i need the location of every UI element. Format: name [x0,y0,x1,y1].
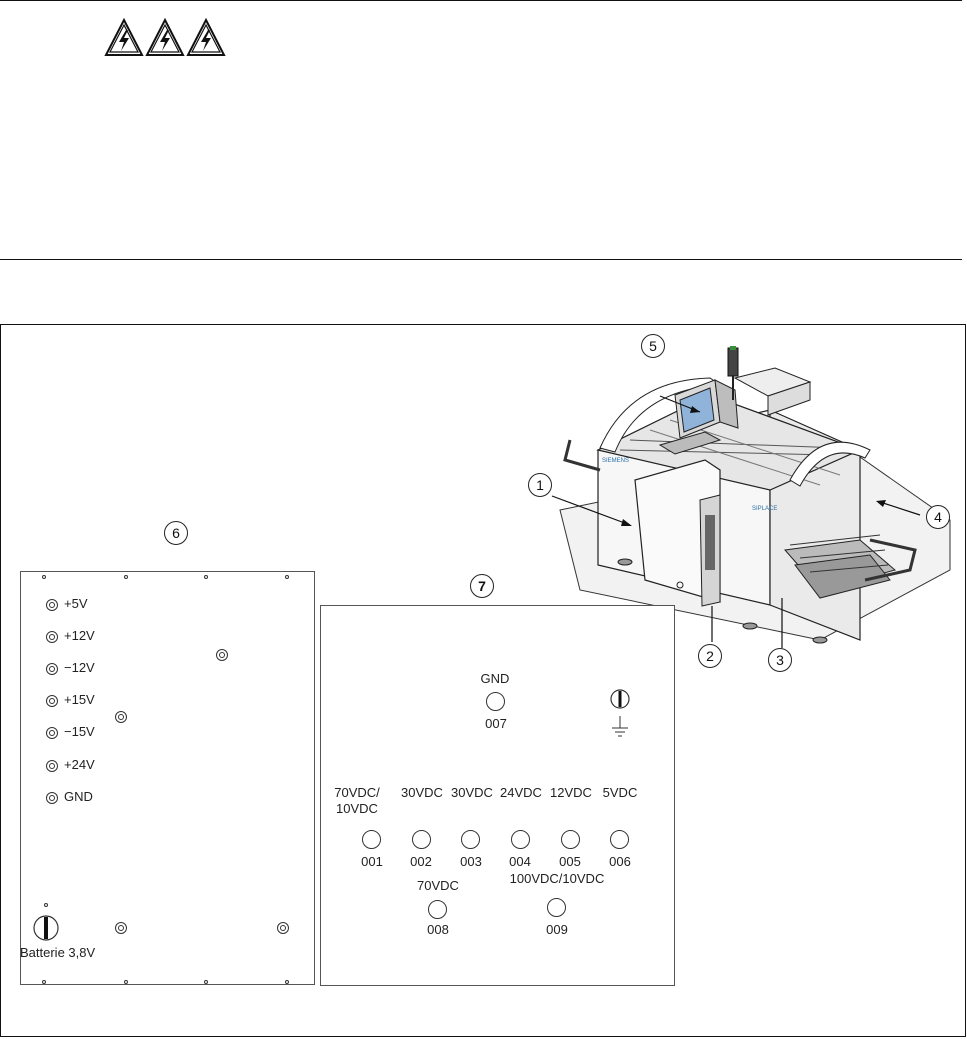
test-terminal [46,792,58,804]
mounting-hole [42,980,46,984]
voltage-label: +24V [64,757,95,772]
voltage-label: +12V [64,628,95,643]
voltage-label: 70VDC/ 10VDC [334,785,380,816]
voltage-label: 5VDC [602,785,638,800]
output-socket [461,830,480,849]
mounting-hole [42,575,46,579]
test-terminal [46,760,58,772]
output-socket [547,898,566,917]
gnd-label: GND [480,671,510,686]
test-terminal [46,727,58,739]
callout-5: 5 [641,334,665,358]
voltage-label: 30VDC [401,785,443,800]
top-rule [0,0,962,1]
output-socket [428,900,447,919]
callout-4: 4 [926,505,950,529]
socket-code: 009 [546,922,568,937]
brand-siplace: SIPLACE [752,506,778,512]
mounting-hole [124,575,128,579]
output-socket [362,830,381,849]
socket-code: 003 [460,854,482,869]
high-voltage-warning-icon [188,20,224,55]
test-terminal [216,649,228,661]
voltage-label: +15V [64,692,95,707]
voltage-label: −15V [64,724,95,739]
battery-label: Batterie 3,8V [20,945,96,960]
high-voltage-warning-icon [147,20,183,55]
voltage-label: GND [64,789,93,804]
test-terminal [46,599,58,611]
voltage-label: +5V [64,596,88,611]
socket-code: 006 [609,854,631,869]
output-socket [412,830,431,849]
test-terminal [115,922,127,934]
callout-1: 1 [528,473,552,497]
voltage-label: −12V [64,660,95,675]
socket-code: 004 [509,854,531,869]
callout-2: 2 [698,644,722,668]
output-socket [610,830,629,849]
gnd-socket [486,692,505,711]
section-rule [0,259,962,260]
voltage-label: 30VDC [451,785,493,800]
output-socket [561,830,580,849]
voltage-label: 12VDC [550,785,592,800]
warning-icons [104,18,229,63]
voltage-label: 70VDC [417,878,459,893]
test-terminal [115,711,127,723]
voltage-label: 24VDC [500,785,542,800]
test-terminal [46,663,58,675]
callout-6: 6 [164,521,188,545]
output-socket [511,830,530,849]
mounting-hole [204,980,208,984]
mounting-hole [124,980,128,984]
voltage-label: 100VDC/10VDC [509,871,605,886]
mounting-hole [285,575,289,579]
socket-code: 002 [410,854,432,869]
battery-switch-icon [33,902,59,946]
brand-siemens: SIEMENS [602,458,630,464]
callout-3: 3 [768,648,792,672]
socket-code: 005 [559,854,581,869]
high-voltage-warning-icon [106,20,142,55]
socket-code: 007 [485,716,507,731]
test-terminal [46,631,58,643]
socket-code: 001 [361,854,383,869]
callout-7: 7 [470,574,494,598]
socket-code: 008 [427,922,449,937]
test-terminal [46,695,58,707]
mounting-hole [285,980,289,984]
test-terminal [277,922,289,934]
ground-symbol-icon [606,688,634,740]
mounting-hole [204,575,208,579]
